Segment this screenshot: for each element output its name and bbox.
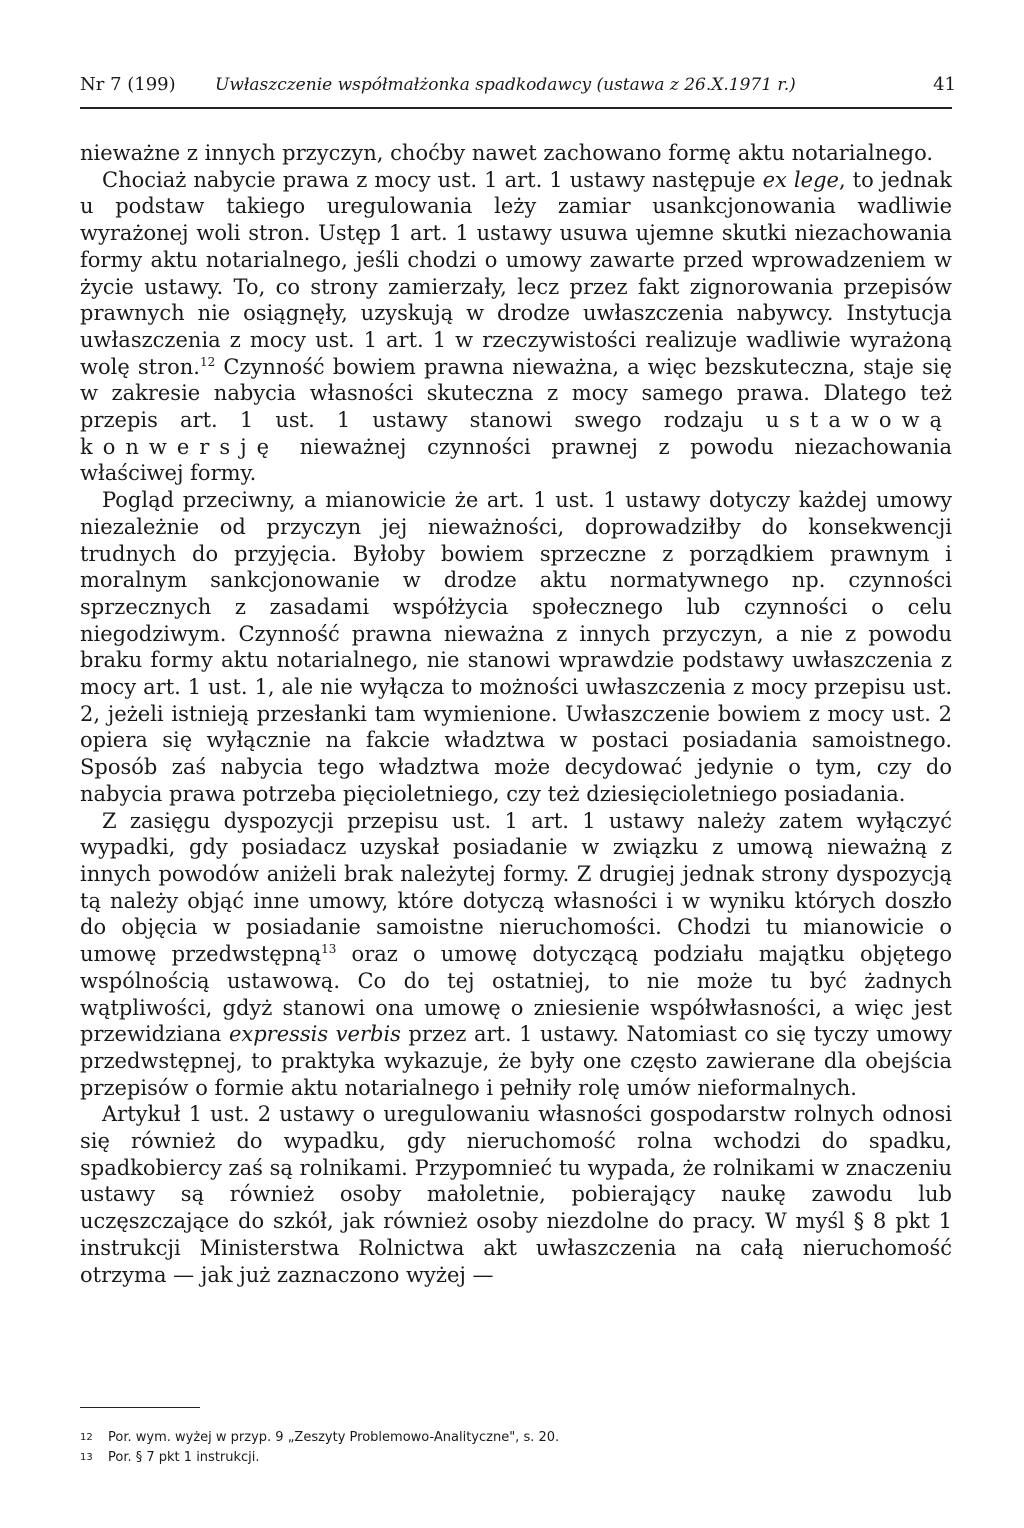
running-header	[80, 70, 956, 100]
paragraph-1: nieważne z innych przyczyn, choćby nawet zachowano formę aktu notarialnego.	[80, 141, 934, 165]
footnote-ref-12: 12	[199, 354, 216, 369]
footnotes	[80, 1428, 952, 1468]
footnote-ref-13: 13	[321, 942, 337, 957]
footnote	[80, 1428, 952, 1448]
footnote	[80, 1448, 952, 1468]
body-text	[80, 140, 952, 1288]
latin-term: expressis verbis	[228, 1022, 401, 1047]
header-rule	[80, 107, 952, 109]
paragraph-5: Artykuł 1 ust. 2 ustawy o uregulowaniu własności gospodarstw rolnych odnosi się również do wypadku, gdy nieruchomość rolna wchodzi do spadku, spadkobiercy zaś są rolnikami. Przypomnieć tu wypada, że rolnikami w znaczeniu ustawy są również osoby małoletnie, pobierający naukę zawodu lub uczęszczające do szkół, jak również osoby niezdolne do pracy. W myśl § 8 pkt 1 instrukcji Ministerstwa Rolnictwa akt uwłaszczenia na całą nieruchomość otrzyma — jak już zaznaczono wyżej —	[80, 1102, 952, 1287]
issue-number: Nr 7 (199)	[80, 74, 176, 95]
running-title: Uwłaszczenie współmałżonka spadkodawcy (ustawa z 26.X.1971 r.)	[215, 75, 796, 95]
page-number: 41	[933, 74, 956, 95]
spaced-emphasis: ustawową konwersję	[80, 408, 952, 459]
footnote-text: Por. wym. wyżej w przyp. 9 „Zeszyty Problemowo-Analityczne", s. 20.	[108, 1430, 560, 1445]
footnote-number: 13	[80, 1452, 93, 1463]
footnote-number: 12	[80, 1432, 93, 1443]
paragraph-2: Chociaż nabycie prawa z mocy ust. 1 art. 1 ustawy następuje ex lege, to jednak u podstaw takiego uregulowania leży zamiar usankcjonowania wadliwie wyrażonej woli stron. Ustęp 1 art. 1 ustawy usuwa ujemne skutki niezachowania formy aktu notarialnego, jeśli chodzi o umowy zawarte przed wprowadzeniem w życie ustawy. To, co strony zamierzały, lecz przez fakt zignorowania przepisów prawnych nie osiągnęły, uzyskują w drodze uwłaszczenia nabywcy. Instytucja uwłaszczenia z mocy ust. 1 art. 1 w rzeczywistości realizuje wadliwie wyrażoną wolę stron.$^{12}$ Czynność bowiem prawna nieważna, a więc bezskuteczna, staje się w zakresie nabycia własności skuteczna z mocy samego prawa. Dlatego też przepis art. 1 ust. 1 ustawy stanowi swego rodzaju ustawową konwersję nieważnej czynności prawnej z powodu niezachowania właściwej formy.	[80, 167, 952, 486]
paragraph-3: Pogląd przeciwny, a mianowicie że art. 1 ust. 1 ustawy dotyczy każdej umowy niezależnie od przyczyn jej nieważności, doprowadziłby do konsekwencji trudnych do przyjęcia. Byłoby bowiem sprzeczne z porządkiem prawnym i moralnym sankcjonowanie w drodze aktu normatywnego np. czynności sprzecznych z zasadami współżycia społecznego lub czynności o celu niegodziwym. Czynność prawna nieważna z innych przyczyn, a nie z powodu braku formy aktu notarialnego, nie stanowi wprawdzie podstawy uwłaszczenia z mocy art. 1 ust. 1, ale nie wyłącza to możności uwłaszczenia z mocy przepisu ust. 2, jeżeli istnieją przesłanki tam wymienione. Uwłaszczenie bowiem z mocy ust. 2 opiera się wyłącznie na fakcie władztwa w postaci posiadania samoistnego. Sposób zaś nabycia tego władztwa może decydować jedynie o tym, czy do nabycia prawa potrzeba pięcioletniego, czy też dziesięcioletniego posiadania.	[80, 488, 952, 806]
latin-term: ex lege	[762, 167, 839, 192]
footnote-rule	[80, 1407, 200, 1408]
paragraph-4: Z zasięgu dyspozycji przepisu ust. 1 art. 1 ustawy należy zatem wyłączyć wypadki, gdy posiadacz uzyskał posiadanie w związku z umową nieważną z innych powodów aniżeli brak należytej formy. Z drugiej jednak strony dyspozycją tą należy objąć inne umowy, które dotyczą własności i w wyniku których doszło do objęcia w posiadanie samoistne nieruchomości. Chodzi tu mianowicie o umowę przedwstępną$^{13}$ oraz o umowę dotyczącą podziału majątku objętego wspólnością ustawową. Co do tej ostatniej, to nie może tu być żadnych wątpliwości, gdyż stanowi ona umowę o zniesienie współwłasności, a więc jest przewidziana expressis verbis przez art. 1 ustawy. Natomiast co się tyczy umowy przedwstępnej, to praktyka wykazuje, że były one często zawierane dla obejścia przepisów o formie aktu notarialnego i pełniły rolę umów nieformalnych.	[80, 808, 952, 1100]
footnote-text: Por. § 7 pkt 1 instrukcji.	[108, 1450, 260, 1465]
